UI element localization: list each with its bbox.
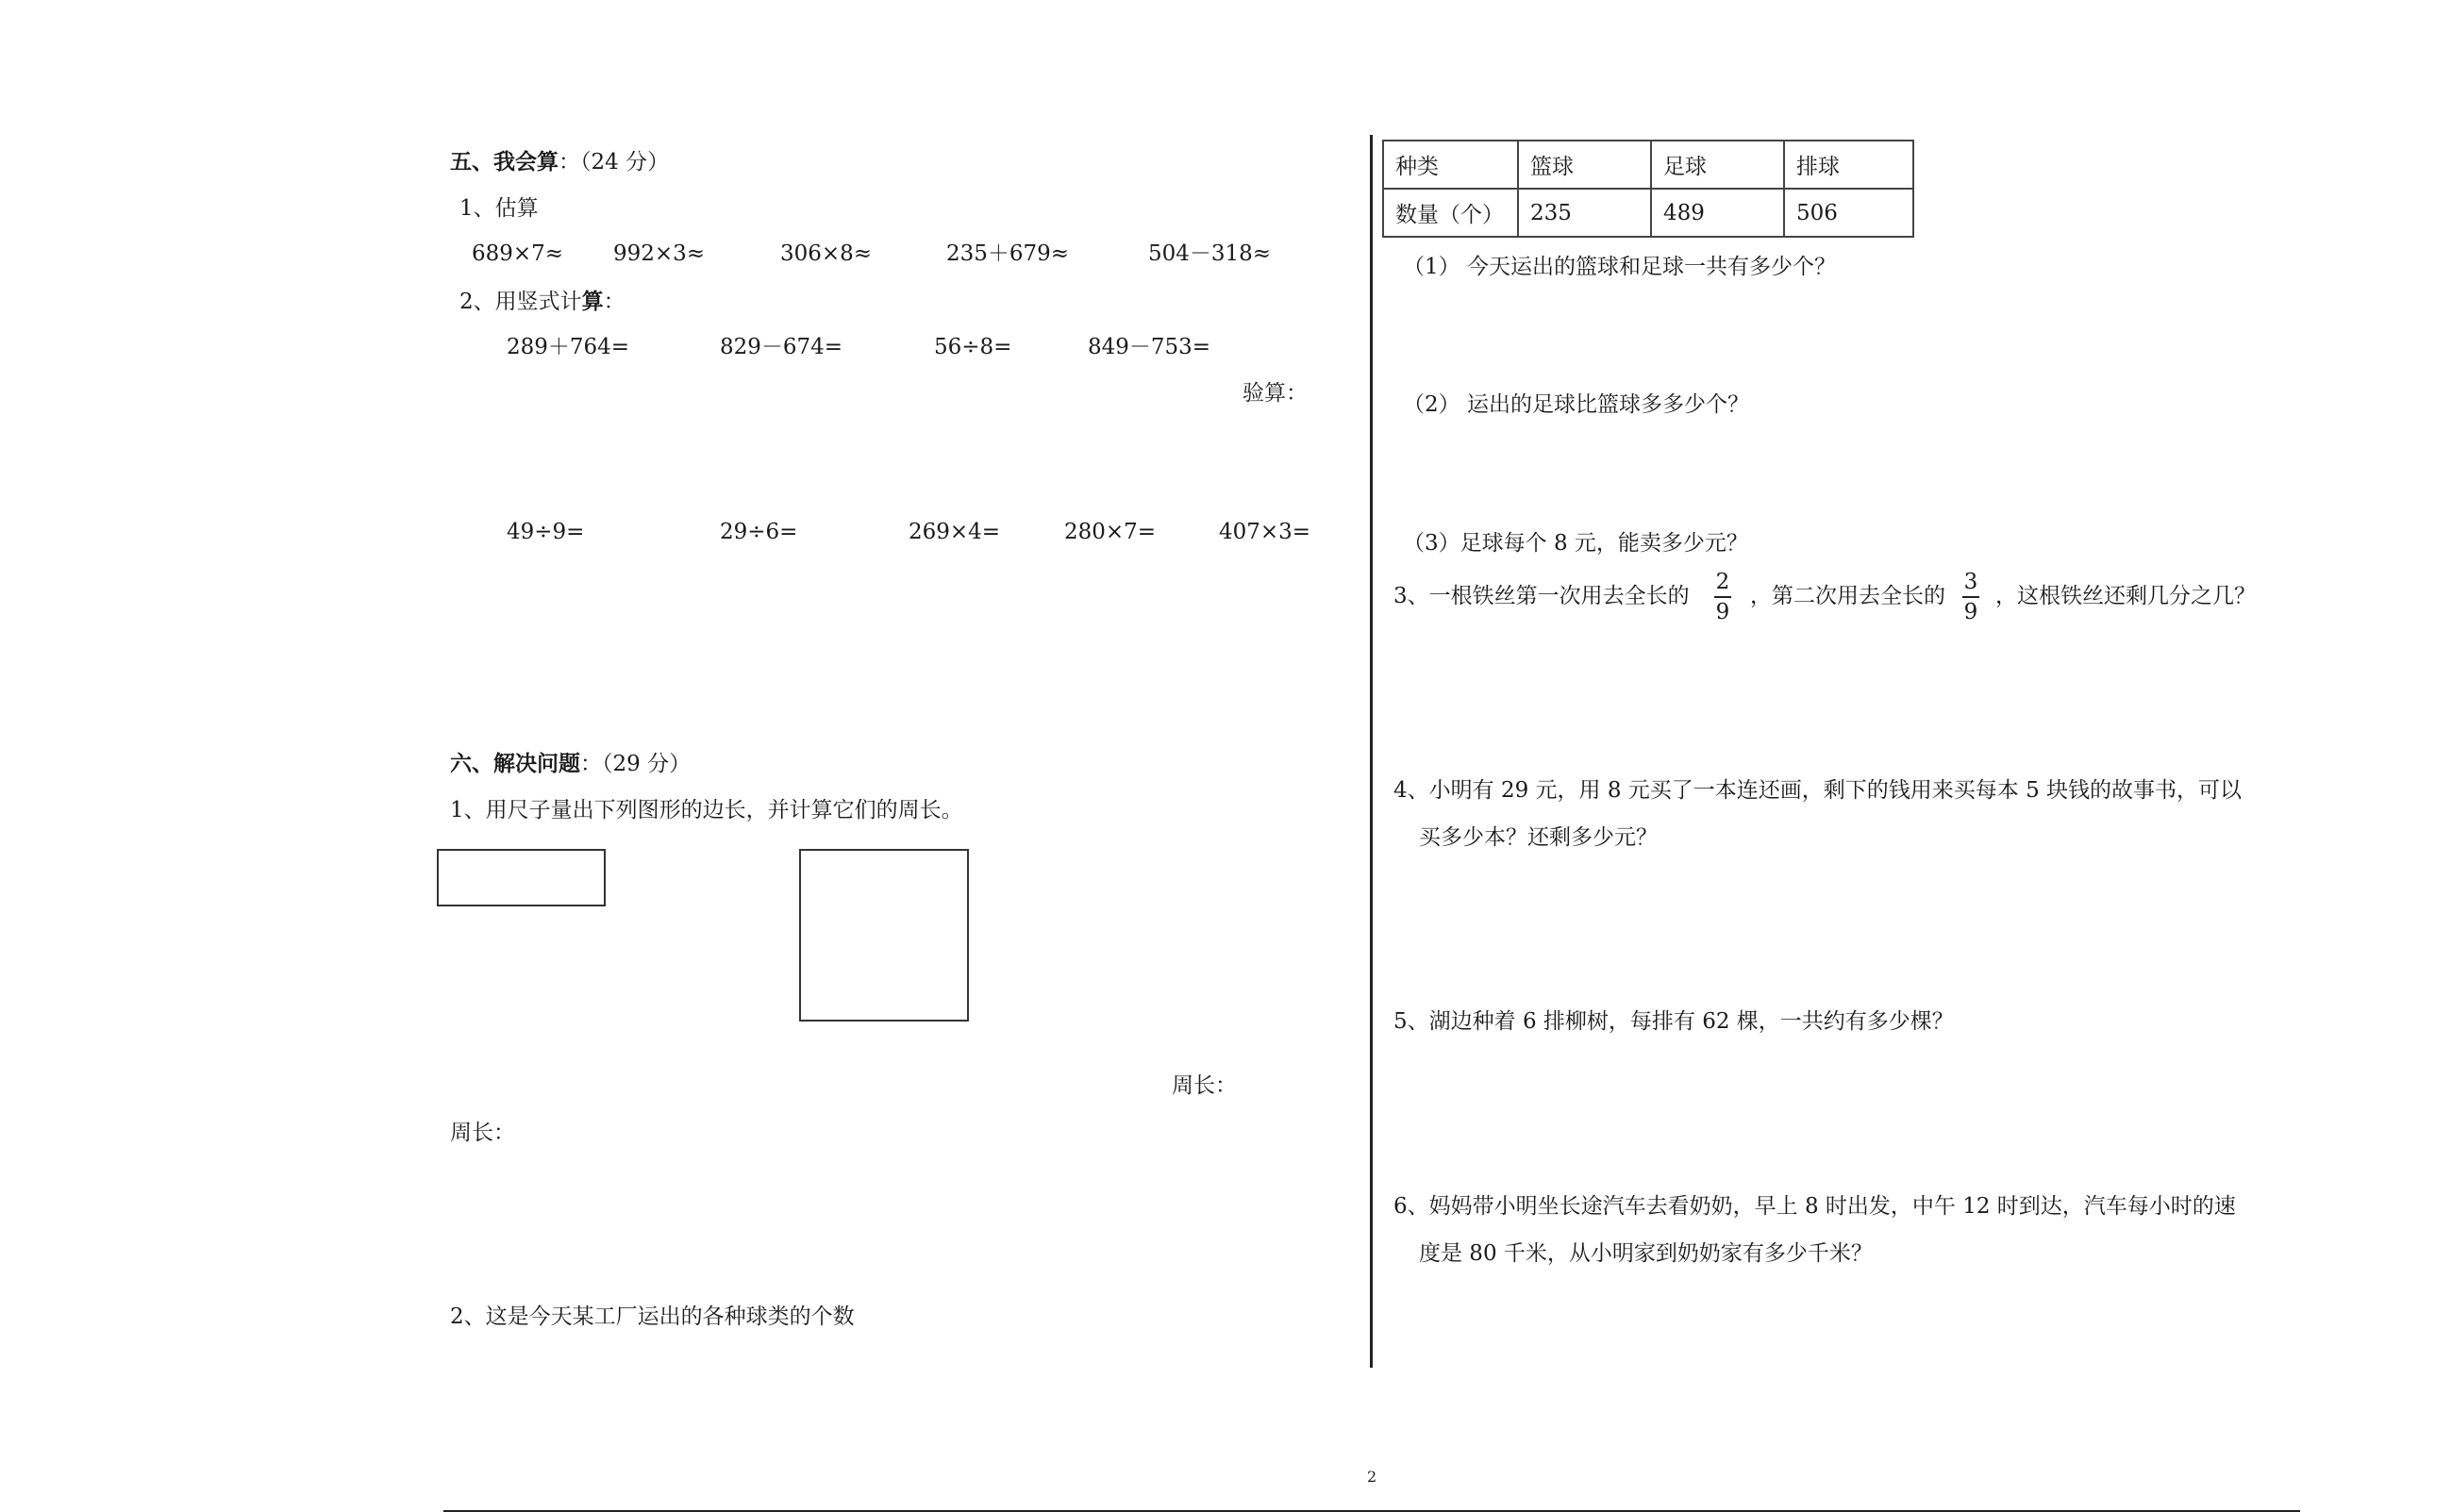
calc-item: 29÷6= xyxy=(720,520,798,544)
fraction-bar xyxy=(1962,596,1979,598)
estimate-item: 504－318≈ xyxy=(1148,241,1272,266)
fraction-denominator: 9 xyxy=(1715,600,1730,624)
calc-item: 49÷9= xyxy=(507,520,585,544)
ball-count-table xyxy=(1382,140,1914,238)
fraction-three-ninths xyxy=(1962,572,1979,623)
calc-item: 407×3= xyxy=(1219,520,1311,544)
column-divider xyxy=(1370,135,1373,1368)
table-cell: 489 xyxy=(1651,189,1784,237)
vertical-item: 289＋764= xyxy=(507,335,630,359)
fraction-numerator: 2 xyxy=(1715,570,1730,594)
question-5: 5、湖边种着 6 排柳树，每排有 62 棵，一共约有多少棵？ xyxy=(1393,1009,1954,1034)
table-cell: 篮球 xyxy=(1518,141,1651,189)
table-cell: 506 xyxy=(1784,189,1913,237)
square-figure xyxy=(799,849,969,1022)
question-6-line2: 度是 80 千米，从小明家到奶奶家有多少千米？ xyxy=(1419,1241,1873,1266)
question-6-2: 2、这是今天某工厂运出的各种球类的个数 xyxy=(450,1304,855,1329)
estimate-label: 1、估算 xyxy=(459,196,539,221)
question-6-1: 1、用尺子量出下列图形的边长，并计算它们的周长。 xyxy=(450,798,963,822)
section6-score: ：（29 分） xyxy=(580,752,692,776)
question-4-line2: 买多少本？还剩多少元？ xyxy=(1419,825,1658,850)
vertical-item: 849－753= xyxy=(1088,335,1211,359)
calc-item: 269×4= xyxy=(909,520,1001,544)
table-cell: 排球 xyxy=(1784,141,1913,189)
question-6-line1: 6、妈妈带小明坐长途汽车去看奶奶，早上 8 时出发，中午 12 时到达，汽车每小时的速 xyxy=(1393,1194,2236,1219)
estimate-item: 689×7≈ xyxy=(472,241,564,266)
vertical-item: 56÷8= xyxy=(934,335,1012,359)
table-row xyxy=(1383,189,1913,237)
section5-score: ：（24 分） xyxy=(559,150,670,174)
estimate-item: 235＋679≈ xyxy=(946,241,1070,266)
question-3-part-b: ，第二次用去全长的 xyxy=(1750,584,1945,608)
fraction-numerator: 3 xyxy=(1963,570,1978,594)
vertical-item: 829－674= xyxy=(720,335,843,359)
table-header-row xyxy=(1383,141,1913,189)
table-cell: 种类 xyxy=(1383,141,1518,189)
perimeter-label-left: 周长： xyxy=(450,1121,515,1145)
section6-title: 六、解决问题 xyxy=(450,751,580,776)
fraction-denominator: 9 xyxy=(1963,600,1978,624)
section5-title: 五、我会算 xyxy=(450,149,559,174)
check-label: 验算： xyxy=(1243,381,1308,406)
subquestion-2: （2） 运出的足球比篮球多多少个？ xyxy=(1403,392,1749,417)
table-cell: 数量（个） xyxy=(1383,189,1518,237)
rectangle-figure xyxy=(437,849,606,906)
vertical-calc-label: 2、用竖式计算： xyxy=(459,289,626,314)
page-number: 2 xyxy=(1367,1468,1377,1486)
question-3-part-c: ，这根铁丝还剩几分之几？ xyxy=(1995,584,2256,608)
subquestion-1: （1） 今天运出的篮球和足球一共有多少个？ xyxy=(1403,255,1836,279)
subquestion-3: （3）足球每个 8 元，能卖多少元？ xyxy=(1403,531,1748,556)
table-cell: 235 xyxy=(1518,189,1651,237)
fraction-two-ninths xyxy=(1714,572,1731,623)
calc-item: 280×7= xyxy=(1064,520,1157,544)
section6-heading xyxy=(450,753,691,775)
question-4-line1: 4、小明有 29 元，用 8 元买了一本连还画，剩下的钱用来买每本 5 块钱的故事书，可以 xyxy=(1393,778,2243,803)
table-cell: 足球 xyxy=(1651,141,1784,189)
section5-heading xyxy=(450,151,669,174)
fraction-bar xyxy=(1714,596,1731,598)
question-3-part-a: 3、一根铁丝第一次用去全长的 xyxy=(1393,584,1690,608)
estimate-item: 992×3≈ xyxy=(613,241,706,266)
estimate-item: 306×8≈ xyxy=(780,241,873,266)
perimeter-label-right: 周长： xyxy=(1172,1073,1237,1098)
